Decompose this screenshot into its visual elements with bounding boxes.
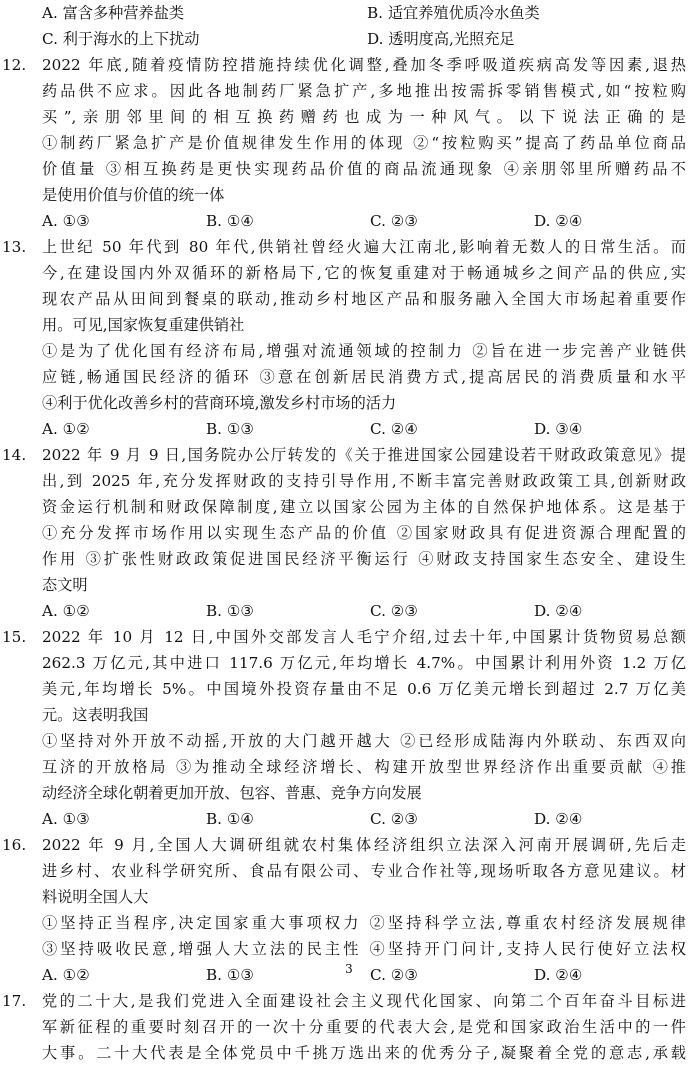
prev-options-row-1 (0, 0, 698, 26)
option-d: D. ③④ (534, 420, 583, 438)
question-13-options (0, 416, 698, 442)
question-text-line: 2022 年 9 月,全国人大调研组就农村集体经济组织立法深入河南开展调研,先后走 (42, 836, 686, 854)
option-d: D. ②④ (534, 602, 583, 620)
statement-line: 价值量 ③相互换药是更快实现药品价值的商品流通现象 ④亲朋邻里所赠药品不 (42, 160, 686, 178)
option-b: B. ①③ (206, 420, 255, 438)
option-a: A. ①② (42, 602, 90, 620)
question-text-line: 今,在建设国内外双循环的新格局下,它的恢复重建对于畅通城乡之间产品的供应,实 (42, 264, 686, 282)
question-15-options (0, 806, 698, 832)
question-text-line: 2022 年 9 月 9 日,国务院办公厅转发的《关于推进国家公园建设若干财政政策意见》提 (42, 446, 686, 464)
question-text-line: 用。可见,国家恢复重建供销社 (42, 316, 245, 334)
question-12 (0, 52, 698, 208)
option-b: B. ①④ (206, 212, 255, 230)
statement-line: ①是为了优化国有经济布局,增强对流通领域的控制力 ②旨在进一步完善产业链供 (42, 342, 686, 360)
option-d: D. ②④ (534, 212, 583, 230)
question-text-line: 美元,年均增长 5%。中国境外投资存量由不足 0.6 万亿美元增长到超过 2.7 万亿美 (42, 680, 686, 698)
option-c: C. ②④ (370, 420, 418, 438)
question-number: 13. (2, 238, 27, 256)
option-b: B. ①③ (206, 966, 255, 984)
option-a: A. ①③ (42, 810, 90, 828)
option-c: C. ②③ (370, 602, 418, 620)
option-a: A. ①② (42, 966, 90, 984)
question-number: 14. (2, 446, 27, 464)
question-text-line: 262.3 万亿元,其中进口 117.6 万亿元,年均增长 4.7%。中国累计利用外资 1.2 万亿 (42, 654, 686, 672)
question-text-line: 进乡村、农业科学研究所、食品有限公司、专业合作社等,现场听取各方意见建议。材 (42, 862, 686, 880)
question-text-line: 2022 年底,随着疫情防控措施持续优化调整,叠加冬季呼吸道疾病高发等因素,退热 (42, 56, 686, 74)
statement-line: 态文明 (42, 576, 88, 594)
statement-line: ④利于优化改善乡村的营商环境,激发乡村市场的活力 (42, 394, 397, 412)
question-13 (0, 234, 698, 416)
option-c: C. ②③ (370, 810, 418, 828)
statement-line: ③坚持吸收民意,增强人大立法的民主性 ④坚持开门问计,支持人民行使好立法权 (42, 940, 686, 958)
statement-line: 是使用价值与价值的统一体 (42, 186, 225, 204)
question-text-line: 出,到 2025 年,充分发挥财政的支持引导作用,不断丰富完善财政政策工具,创新财政 (42, 472, 686, 490)
question-text-line: 军新征程的重要时刻召开的一次十分重要的代表大会,是党和国家政治生活中的一件 (42, 1018, 686, 1036)
statement-line: ①坚持对外开放不动摇,开放的大门越开越大 ②已经形成陆海内外联动、东西双向 (42, 732, 686, 750)
option-c: C. ②③ (370, 212, 418, 230)
statement-line: ①充分发挥市场作用以实现生态产品的价值 ②国家财政具有促进资源合理配置的 (42, 524, 686, 542)
statement-line: ①制药厂紧急扩产是价值规律发生作用的体现 ②“按粒购买”提高了药品单位商品 (42, 134, 686, 152)
question-16 (0, 832, 698, 962)
question-12-options (0, 208, 698, 234)
option-d: D. ②④ (534, 966, 583, 984)
question-number: 12. (2, 56, 27, 74)
question-17 (0, 988, 698, 1066)
option-a: A. ①② (42, 420, 90, 438)
page-number: 3 (345, 962, 353, 976)
question-number: 15. (2, 628, 27, 646)
question-number: 17. (2, 992, 27, 1010)
statement-line: ①坚持正当程序,决定国家重大事项权力 ②坚持科学立法,尊重农村经济发展规律 (42, 914, 686, 932)
question-text-line: 现农产品从田间到餐桌的联动,推动乡村地区产品和服务融入全国大市场起着重要作 (42, 290, 686, 308)
question-text-line: 元。这表明我国 (42, 706, 149, 724)
option-b: B. ①④ (206, 810, 255, 828)
question-text-line: 2022 年 10 月 12 日,中国外交部发言人毛宁介绍,过去十年,中国累计货物贸易总额 (42, 628, 686, 646)
question-15 (0, 624, 698, 806)
question-text-line: 资金运行机制和财政保障制度,建立以国家公园为主体的自然保护地体系。这是基于 (42, 498, 686, 516)
question-text-line: 买”,亲朋邻里间的相互换药赠药也成为一种风气。以下说法正确的是 (42, 108, 686, 126)
prev-options-row-2 (0, 26, 698, 52)
question-text-line: 党的二十大,是我们党进入全面建设社会主义现代化国家、向第二个百年奋斗目标进 (42, 992, 686, 1010)
statement-line: 动经济全球化朝着更加开放、包容、普惠、竞争方向发展 (42, 784, 422, 802)
question-text-line: 大事。二十大代表是全体党员中千挑万选出来的优秀分子,凝聚着全党的意志,承载 (42, 1044, 686, 1062)
option-c: C. 利于海水的上下扰动 (42, 30, 200, 48)
statement-line: 互济的开放格局 ③为推动全球经济增长、构建开放型世界经济作出重要贡献 ④推 (42, 758, 686, 776)
question-number: 16. (2, 836, 27, 854)
option-a: A. 富含多种营养盐类 (42, 4, 185, 22)
option-a: A. ①③ (42, 212, 90, 230)
question-text-line: 上世纪 50 年代到 80 年代,供销社曾经火遍大江南北,影响着无数人的日常生活。而 (42, 238, 686, 256)
question-14 (0, 442, 698, 598)
question-text-line: 料说明全国人大 (42, 888, 149, 906)
question-text-line: 药品供不应求。因此各地制药厂紧急扩产,多地推出按需拆零销售模式,如“按粒购 (42, 82, 686, 100)
option-c: C. ②③ (370, 966, 418, 984)
statement-line: 作用 ③扩张性财政政策促进国民经济平衡运行 ④财政支持国家生态安全、建设生 (42, 550, 686, 568)
option-b: B. ①③ (206, 602, 255, 620)
question-14-options (0, 598, 698, 624)
option-b: B. 适宜养殖优质冷水鱼类 (367, 4, 540, 22)
statement-line: 应链,畅通国民经济的循环 ③意在创新居民消费方式,提高居民的消费质量和水平 (42, 368, 686, 386)
option-d: D. ②④ (534, 810, 583, 828)
option-d: D. 透明度高,光照充足 (367, 30, 515, 48)
